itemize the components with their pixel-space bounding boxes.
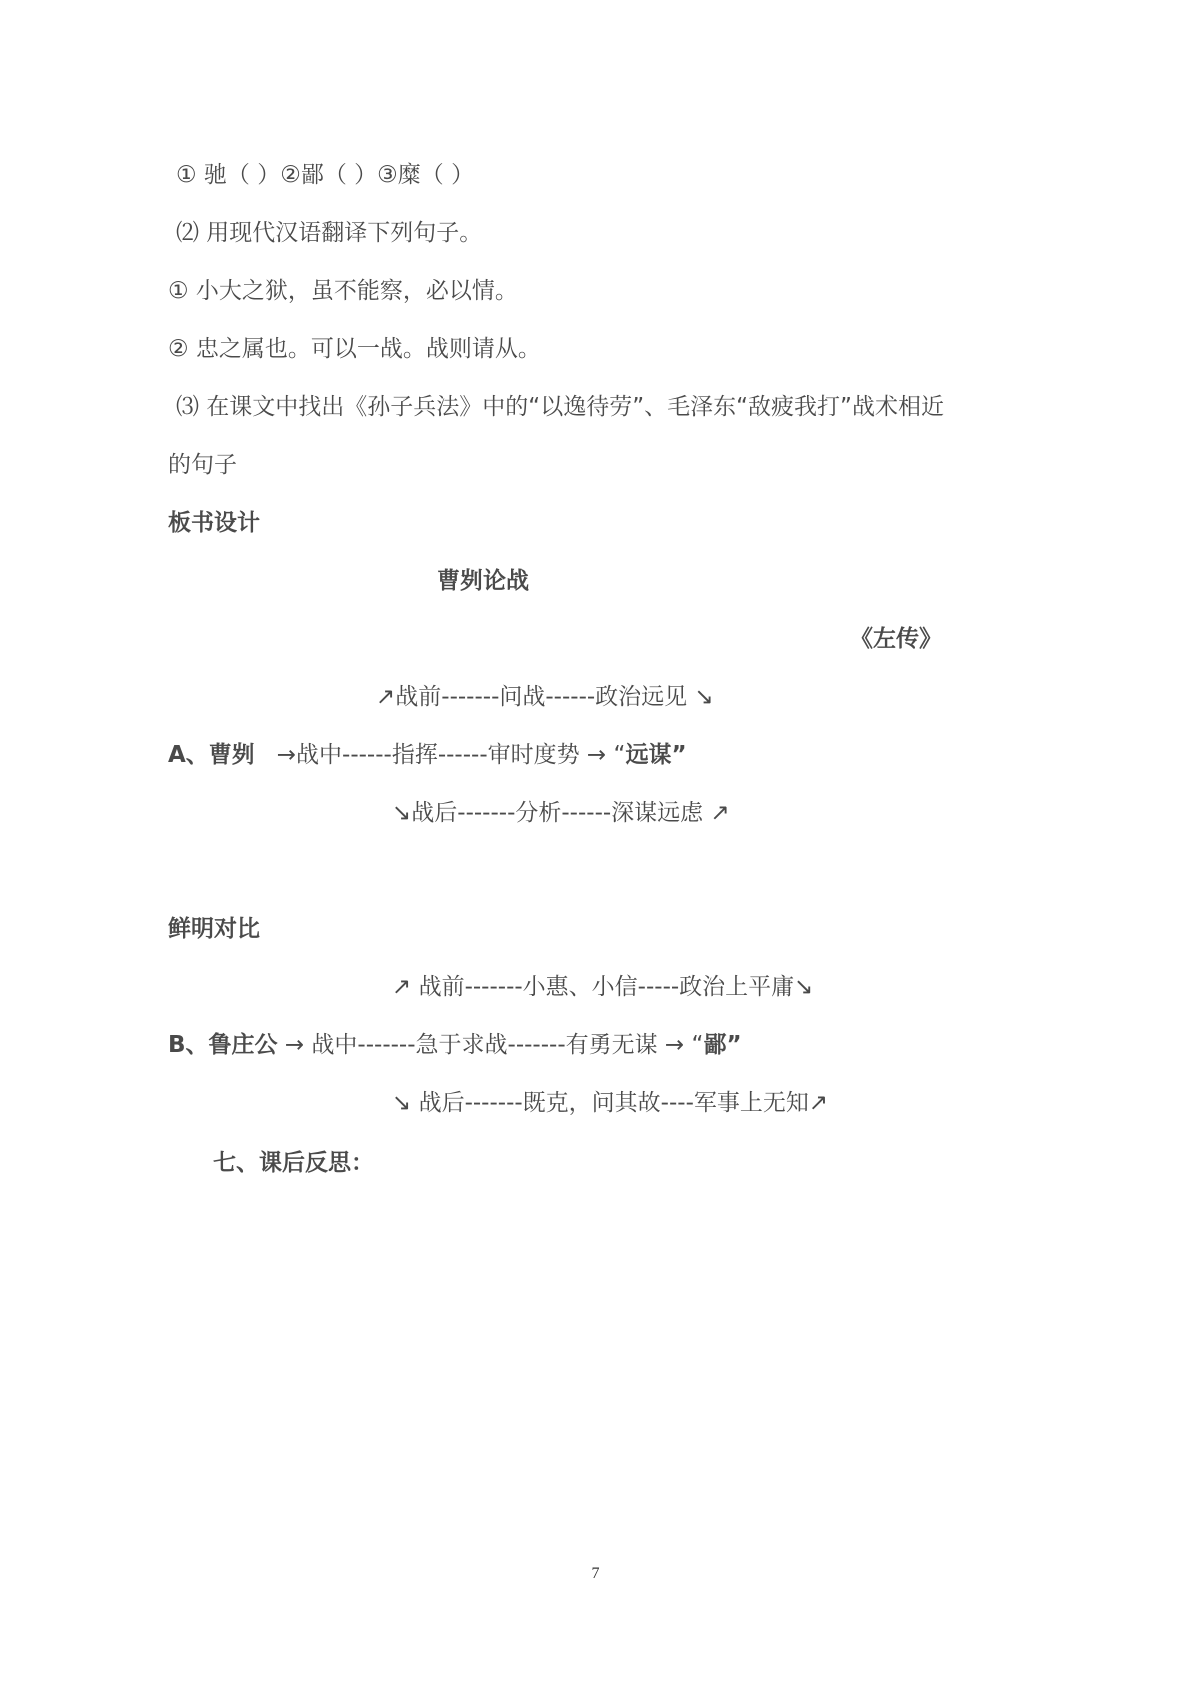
question-3-line-2: 的句子 xyxy=(168,452,237,478)
b-term: 鄙” xyxy=(703,1032,742,1058)
b-during-text: → 战中-------急于求战-------有勇无谋 → “ xyxy=(277,1032,704,1058)
b-label: B、鲁庄公 xyxy=(168,1032,278,1058)
b-before-line: ↗ 战前-------小惠、小信-----政治上平庸↘ xyxy=(392,974,814,1000)
question-3-line-1: ⑶ 在课文中找出《孙子兵法》中的“以逸待劳”、毛泽东“敌疲我打”战术相近 xyxy=(176,394,944,420)
a-term: 远谋” xyxy=(625,742,687,768)
question-2-title: ⑵ 用现代汉语翻译下列句子。 xyxy=(176,220,483,246)
a-label: A、曹刿 xyxy=(168,742,255,768)
b-during-line xyxy=(168,1030,742,1060)
lesson-source: 《左传》 xyxy=(850,626,942,652)
reflection-heading: 七、课后反思： xyxy=(213,1150,374,1176)
b-after-line: ↘ 战后-------既克，问其故----军事上无知↗ xyxy=(392,1090,829,1116)
question-2-item-2: ② 忠之属也。可以一战。战则请从。 xyxy=(168,336,541,362)
lesson-title: 曹刿论战 xyxy=(437,568,529,594)
a-after-line: ↘战后-------分析------深谋远虑 ↗ xyxy=(392,800,730,826)
board-design-heading: 板书设计 xyxy=(168,510,260,536)
a-before-line: ↗战前-------问战------政治远见 ↘ xyxy=(376,684,714,710)
a-during-text: →战中------指挥------审时度势 → “ xyxy=(276,742,626,768)
question-2-item-1: ① 小大之狱，虽不能察，必以情。 xyxy=(168,278,518,304)
page-number: 7 xyxy=(591,1565,600,1582)
a-during-line xyxy=(168,740,687,770)
contrast-heading: 鲜明对比 xyxy=(168,916,260,942)
question-1-blanks: ① 驰（ ）②鄙（ ）③糜（ ） xyxy=(176,162,475,188)
